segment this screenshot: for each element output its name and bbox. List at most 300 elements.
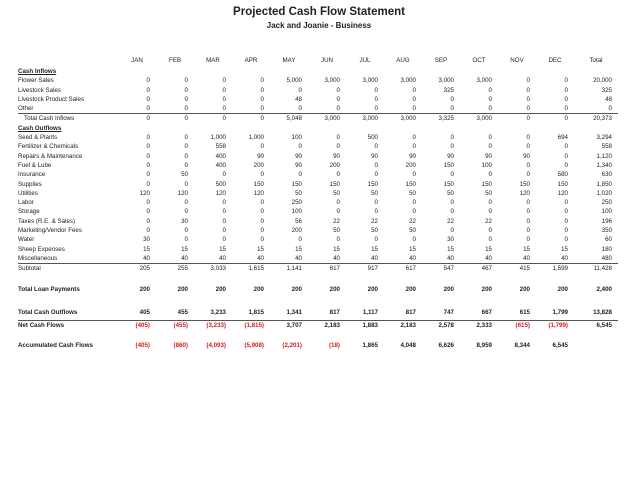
value-cell: 0	[526, 86, 530, 94]
value-cell: 60	[605, 236, 612, 244]
value-cell	[308, 330, 346, 339]
column-header: OCT	[472, 57, 486, 65]
value-cell: 0	[184, 152, 188, 160]
value-cell: 255	[156, 264, 194, 274]
table-row	[18, 95, 618, 104]
table-row	[18, 170, 618, 179]
value-cell	[574, 124, 618, 133]
value-cell	[422, 67, 460, 76]
table-row	[18, 235, 618, 244]
value-cell: 667	[460, 306, 498, 321]
value-cell: 120	[519, 189, 530, 197]
column-header: DEC	[548, 57, 562, 65]
value-cell: 3,000	[476, 77, 492, 85]
value-cell: 0	[412, 105, 416, 113]
value-cell: 200	[443, 285, 454, 293]
value-cell: 558	[601, 143, 612, 151]
row-label	[18, 330, 118, 339]
row-label: Miscellaneous	[18, 254, 58, 262]
value-cell: 120	[253, 189, 264, 197]
value-cell: 0	[146, 180, 150, 188]
value-cell	[574, 297, 618, 306]
value-cell	[118, 274, 156, 283]
value-cell: 90	[295, 152, 302, 160]
table-row	[18, 245, 618, 254]
value-cell: 0	[564, 227, 568, 235]
value-cell: 22	[371, 217, 378, 225]
value-cell: 0	[412, 171, 416, 179]
value-cell: 200	[405, 285, 416, 293]
value-cell: 0	[564, 208, 568, 216]
value-cell: 1,000	[248, 134, 264, 142]
value-cell: 15	[561, 245, 568, 253]
value-cell: 100	[601, 208, 612, 216]
value-cell: 0	[374, 199, 378, 207]
column-header: Total	[589, 57, 603, 65]
value-cell: 0	[374, 105, 378, 113]
value-cell: 40	[295, 254, 302, 262]
value-cell: 0	[412, 236, 416, 244]
value-cell	[194, 67, 232, 76]
value-cell: 0	[298, 236, 302, 244]
value-cell	[194, 274, 232, 283]
value-cell	[422, 274, 460, 283]
row-label: Livestock Sales	[18, 86, 61, 94]
value-cell: 1,850	[596, 180, 612, 188]
value-cell: 15	[371, 245, 378, 253]
value-cell: 0	[260, 199, 264, 207]
value-cell	[232, 67, 270, 76]
value-cell: 3,707	[286, 321, 302, 329]
value-cell: 200	[329, 285, 340, 293]
value-cell: (615)	[515, 321, 530, 329]
value-cell: 0	[336, 86, 340, 94]
value-cell: 0	[222, 77, 226, 85]
value-cell: 15	[333, 245, 340, 253]
value-cell: 1,020	[596, 189, 612, 197]
value-cell: 100	[481, 161, 492, 169]
value-cell: 8,959	[476, 342, 492, 350]
table-row	[18, 189, 618, 198]
value-cell: 0	[336, 143, 340, 151]
value-cell: 0	[222, 86, 226, 94]
value-cell: 30	[143, 236, 150, 244]
value-cell: 0	[526, 105, 530, 113]
value-cell: 0	[488, 208, 492, 216]
row-label	[18, 297, 118, 306]
value-cell: 5,048	[270, 114, 308, 124]
value-cell: 617	[384, 264, 422, 274]
spacer-row	[18, 297, 618, 306]
value-cell: 0	[298, 105, 302, 113]
value-cell: 196	[601, 217, 612, 225]
value-cell	[346, 124, 384, 133]
value-cell: 0	[260, 86, 264, 94]
value-cell: 2,183	[324, 321, 340, 329]
value-cell: 0	[526, 236, 530, 244]
column-header: NOV	[510, 57, 524, 65]
table-row	[18, 76, 618, 85]
value-cell	[384, 124, 422, 133]
value-cell: 0	[488, 171, 492, 179]
value-cell: (405)	[135, 342, 150, 350]
value-cell: 0	[564, 152, 568, 160]
value-cell	[118, 330, 156, 339]
value-cell: 0	[564, 77, 568, 85]
value-cell: 50	[485, 189, 492, 197]
value-cell: 3,000	[400, 77, 416, 85]
value-cell: 200	[519, 285, 530, 293]
value-cell: 0	[526, 143, 530, 151]
row-label: Other	[18, 105, 34, 113]
value-cell: 0	[146, 208, 150, 216]
value-cell: 90	[447, 152, 454, 160]
value-cell: 15	[295, 245, 302, 253]
value-cell: 500	[367, 134, 378, 142]
value-cell	[460, 67, 498, 76]
value-cell: 0	[146, 199, 150, 207]
value-cell: 90	[257, 152, 264, 160]
value-cell: 0	[222, 95, 226, 103]
value-cell: 0	[374, 86, 378, 94]
value-cell: 1,120	[596, 152, 612, 160]
table-row	[18, 86, 618, 95]
value-cell	[574, 67, 618, 76]
value-cell	[308, 297, 346, 306]
value-cell: 40	[523, 254, 530, 262]
value-cell: 0	[450, 143, 454, 151]
table-row	[18, 339, 618, 353]
value-cell: 0	[450, 208, 454, 216]
table-body	[18, 67, 618, 353]
value-cell	[384, 67, 422, 76]
row-label: Insurance	[18, 171, 46, 179]
row-label: Seed & Plants	[18, 134, 58, 142]
value-cell: 0	[498, 114, 536, 124]
value-cell: 120	[139, 189, 150, 197]
value-cell: 200	[557, 285, 568, 293]
value-cell: 0	[336, 171, 340, 179]
value-cell: 15	[485, 245, 492, 253]
value-cell	[460, 124, 498, 133]
value-cell: 120	[557, 189, 568, 197]
value-cell: 22	[409, 217, 416, 225]
value-cell	[498, 67, 536, 76]
value-cell: 0	[450, 105, 454, 113]
row-label: Cash Outflows	[18, 124, 62, 132]
value-cell: 0	[146, 227, 150, 235]
value-cell: 0	[526, 208, 530, 216]
value-cell: (405)	[135, 321, 150, 329]
value-cell: 50	[447, 189, 454, 197]
column-header: JUL	[359, 57, 371, 65]
value-cell: 0	[450, 134, 454, 142]
table-row	[18, 152, 618, 161]
value-cell: 0	[184, 77, 188, 85]
value-cell: 0	[488, 134, 492, 142]
value-cell: 56	[295, 217, 302, 225]
value-cell: 50	[371, 227, 378, 235]
value-cell: 0	[146, 86, 150, 94]
value-cell	[156, 330, 194, 339]
value-cell: 5,000	[286, 77, 302, 85]
value-cell: 0	[184, 105, 188, 113]
value-cell	[270, 297, 308, 306]
value-cell	[536, 124, 574, 133]
value-cell: 1,615	[232, 264, 270, 274]
value-cell: 90	[523, 152, 530, 160]
value-cell: 120	[177, 189, 188, 197]
value-cell: 0	[412, 86, 416, 94]
value-cell: 0	[146, 217, 150, 225]
value-cell: 22	[485, 217, 492, 225]
value-cell: (18)	[328, 342, 340, 350]
value-cell: 40	[371, 254, 378, 262]
value-cell: 3,325	[422, 114, 460, 124]
value-cell: 0	[156, 114, 194, 124]
table-row	[18, 254, 618, 264]
row-label: Livestock Product Sales	[18, 95, 85, 103]
value-cell: 0	[336, 95, 340, 103]
row-label: Storage	[18, 208, 40, 216]
table-row	[18, 198, 618, 207]
value-cell: 0	[526, 77, 530, 85]
value-cell: 2,400	[596, 285, 612, 293]
value-cell: 3,000	[362, 77, 378, 85]
value-cell: 20,000	[593, 77, 612, 85]
value-cell: 50	[333, 189, 340, 197]
row-label: Total Cash Inflows	[18, 114, 118, 124]
value-cell	[498, 297, 536, 306]
value-cell: 0	[564, 95, 568, 103]
table-row	[18, 133, 618, 142]
value-cell: 3,000	[438, 77, 454, 85]
value-cell	[232, 124, 270, 133]
value-cell: 15	[447, 245, 454, 253]
row-label: Total Loan Payments	[18, 285, 80, 293]
value-cell	[156, 274, 194, 283]
value-cell: 817	[384, 306, 422, 321]
row-label: Repairs & Maintenance	[18, 152, 83, 160]
value-cell: 50	[181, 171, 188, 179]
value-cell: 0	[260, 217, 264, 225]
value-cell: 200	[177, 285, 188, 293]
value-cell: 0	[184, 236, 188, 244]
column-header: SEP	[434, 57, 448, 65]
value-cell	[308, 124, 346, 133]
value-cell	[460, 274, 498, 283]
column-header: MAY	[282, 57, 296, 65]
table-row	[18, 264, 618, 274]
value-cell: 40	[219, 254, 226, 262]
value-cell: 2,578	[438, 321, 454, 329]
value-cell: 3,294	[596, 134, 612, 142]
value-cell: 8,344	[514, 342, 530, 350]
value-cell: 0	[222, 171, 226, 179]
value-cell: 150	[291, 180, 302, 188]
value-cell: 40	[485, 254, 492, 262]
value-cell: 0	[146, 143, 150, 151]
value-cell: 150	[405, 180, 416, 188]
table-row	[18, 217, 618, 226]
value-cell: 0	[488, 95, 492, 103]
value-cell: 455	[156, 306, 194, 321]
value-cell	[308, 274, 346, 283]
value-cell: 90	[485, 152, 492, 160]
value-cell: 250	[291, 199, 302, 207]
value-cell	[536, 297, 574, 306]
value-cell: 0	[412, 95, 416, 103]
value-cell: 0	[564, 143, 568, 151]
value-cell: 150	[557, 180, 568, 188]
value-cell: 205	[118, 264, 156, 274]
value-cell: 3,000	[324, 77, 340, 85]
value-cell: (3,233)	[206, 321, 226, 329]
section-header-row	[18, 124, 618, 133]
value-cell: 15	[219, 245, 226, 253]
value-cell: 15	[143, 245, 150, 253]
value-cell: 15	[257, 245, 264, 253]
value-cell: 200	[405, 161, 416, 169]
value-cell	[270, 67, 308, 76]
table-row	[18, 104, 618, 114]
value-cell	[384, 297, 422, 306]
value-cell: 200	[291, 285, 302, 293]
value-cell: 547	[422, 264, 460, 274]
value-cell: 200	[215, 285, 226, 293]
value-cell: 0	[184, 143, 188, 151]
table-row	[18, 283, 618, 297]
value-cell: 615	[498, 306, 536, 321]
value-cell: 0	[146, 105, 150, 113]
value-cell: 0	[232, 114, 270, 124]
value-cell: 0	[336, 105, 340, 113]
value-cell: 48	[605, 95, 612, 103]
page-subtitle: Jack and Joanie - Business	[266, 21, 372, 30]
value-cell	[498, 274, 536, 283]
value-cell: 6,545	[596, 321, 612, 329]
value-cell: 2,183	[400, 321, 416, 329]
value-cell: 1,883	[362, 321, 378, 329]
page-title: Projected Cash Flow Statement	[233, 6, 405, 18]
spacer-row	[18, 330, 618, 339]
value-cell: 22	[333, 217, 340, 225]
value-cell: 0	[298, 171, 302, 179]
value-cell: 0	[488, 105, 492, 113]
value-cell: 200	[367, 285, 378, 293]
value-cell: 40	[143, 254, 150, 262]
value-cell: 0	[146, 152, 150, 160]
value-cell: 0	[194, 114, 232, 124]
value-cell: 3,000	[384, 114, 422, 124]
value-cell: 1,340	[596, 161, 612, 169]
value-cell	[536, 330, 574, 339]
value-cell: 200	[481, 285, 492, 293]
value-cell: 917	[346, 264, 384, 274]
row-label: Supplies	[18, 180, 42, 188]
value-cell: 90	[409, 152, 416, 160]
value-cell: 100	[291, 208, 302, 216]
value-cell	[346, 297, 384, 306]
value-cell	[346, 274, 384, 283]
value-cell: 1,599	[536, 264, 574, 274]
value-cell: 0	[222, 227, 226, 235]
value-cell: 0	[184, 208, 188, 216]
value-cell: 400	[215, 161, 226, 169]
value-cell: 0	[450, 95, 454, 103]
row-label: Flower Sales	[18, 77, 54, 85]
value-cell: 40	[561, 254, 568, 262]
value-cell: 0	[488, 199, 492, 207]
value-cell	[156, 124, 194, 133]
value-cell: 0	[564, 236, 568, 244]
value-cell: 0	[374, 208, 378, 216]
value-cell: 0	[298, 86, 302, 94]
value-cell: 0	[146, 171, 150, 179]
value-cell	[308, 67, 346, 76]
value-cell: 15	[409, 245, 416, 253]
value-cell: 0	[412, 143, 416, 151]
value-cell: 20,373	[574, 114, 618, 124]
value-cell	[118, 124, 156, 133]
row-label: Marketing/Vendor Fees	[18, 227, 82, 235]
value-cell: 3,233	[194, 306, 232, 321]
value-cell	[232, 297, 270, 306]
value-cell: 0	[118, 114, 156, 124]
value-cell: 0	[536, 114, 574, 124]
value-cell: 0	[146, 95, 150, 103]
value-cell: (1,799)	[548, 321, 568, 329]
value-cell	[422, 330, 460, 339]
value-cell: 200	[291, 227, 302, 235]
value-cell: 3,033	[194, 264, 232, 274]
value-cell: 4,048	[400, 342, 416, 350]
value-cell: 0	[488, 236, 492, 244]
value-cell: 1,117	[346, 306, 384, 321]
row-label: Fertilizer & Chemicals	[18, 143, 79, 151]
value-cell: 0	[260, 143, 264, 151]
value-cell: 3,000	[460, 114, 498, 124]
row-label: Taxes (R.E. & Sales)	[18, 217, 76, 225]
value-cell: 120	[215, 189, 226, 197]
value-cell: 0	[184, 134, 188, 142]
value-cell	[156, 67, 194, 76]
value-cell: (4,093)	[206, 342, 226, 350]
value-cell: (5,908)	[244, 342, 264, 350]
value-cell	[270, 274, 308, 283]
value-cell: 30	[181, 217, 188, 225]
value-cell: 0	[222, 236, 226, 244]
value-cell: 0	[374, 171, 378, 179]
value-cell: 0	[374, 236, 378, 244]
value-cell: 150	[329, 180, 340, 188]
table-row	[18, 180, 618, 189]
value-cell: 415	[498, 264, 536, 274]
value-cell: 694	[557, 134, 568, 142]
value-cell	[574, 330, 618, 339]
value-cell: (1,815)	[244, 321, 264, 329]
value-cell: 0	[260, 236, 264, 244]
value-cell: 500	[215, 180, 226, 188]
value-cell: 747	[422, 306, 460, 321]
value-cell: 150	[481, 180, 492, 188]
value-cell: 0	[260, 227, 264, 235]
value-cell: 0	[146, 134, 150, 142]
value-cell	[498, 330, 536, 339]
table-row	[18, 161, 618, 170]
value-cell: 90	[333, 152, 340, 160]
table-row	[18, 142, 618, 151]
